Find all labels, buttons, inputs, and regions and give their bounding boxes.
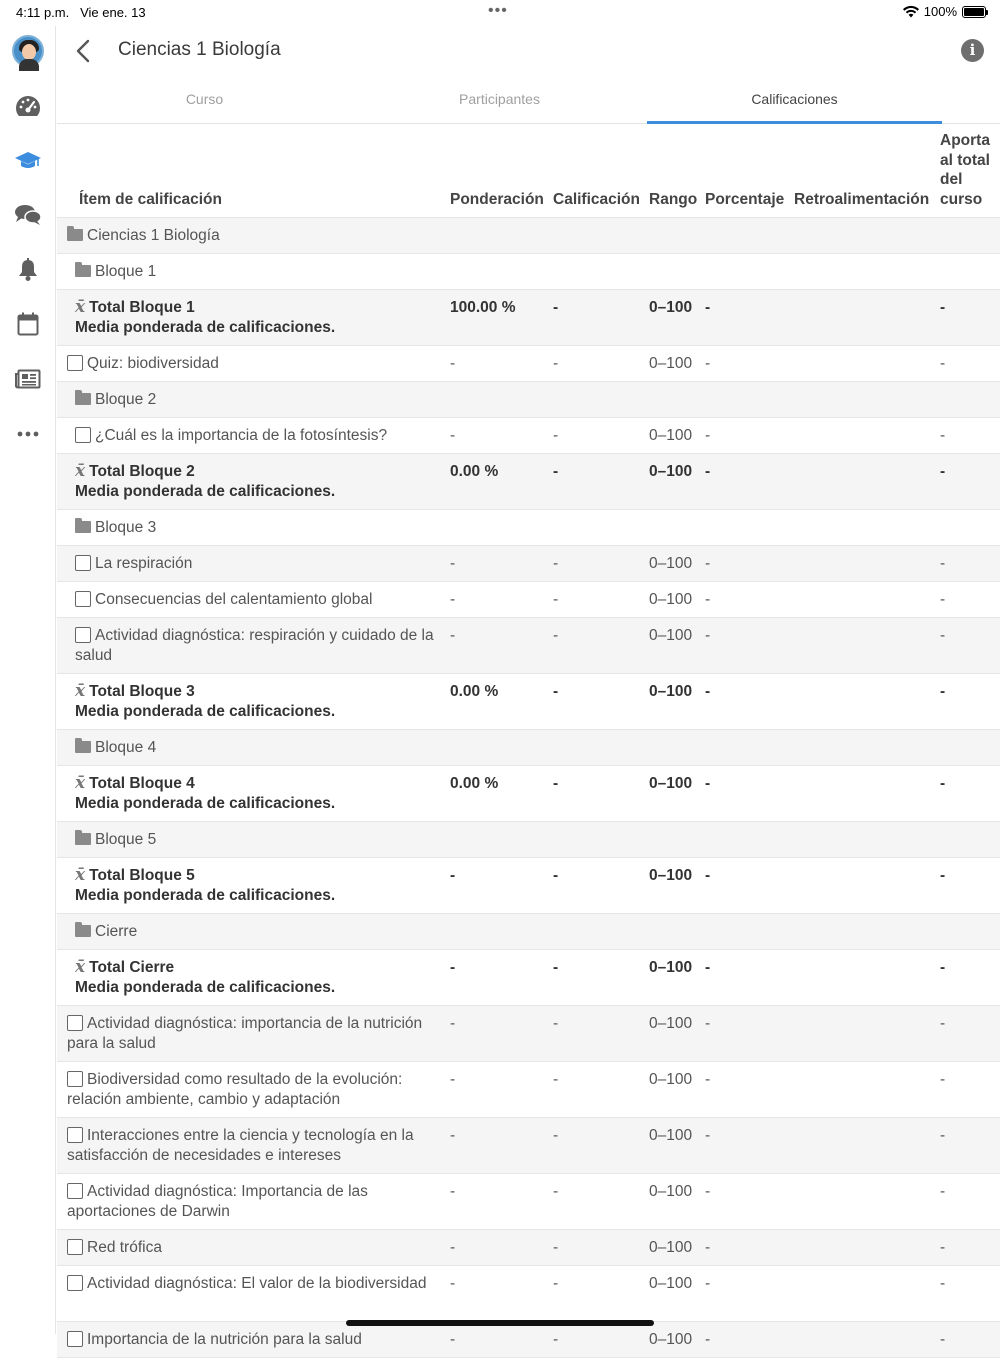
rango-value: 0–100 — [649, 867, 693, 884]
folder-icon — [75, 925, 91, 937]
total-subtitle: Media ponderada de calificaciones. — [75, 702, 336, 720]
grade-item-row[interactable] — [57, 1006, 1000, 1062]
sidebar-item-calendar[interactable] — [0, 304, 56, 344]
grade-item-row[interactable] — [57, 1322, 1000, 1358]
total-subtitle: Media ponderada de calificaciones. — [75, 482, 336, 500]
col-calificacion: Calificación — [553, 190, 640, 208]
tab-participantes[interactable]: Participantes — [459, 91, 540, 107]
total-subtitle: Media ponderada de calificaciones. — [75, 978, 336, 996]
assignment-checkbox-icon — [67, 1275, 83, 1291]
bell-icon — [17, 258, 39, 282]
ponderacion-value: - — [450, 1239, 456, 1256]
total-subtitle: Media ponderada de calificaciones. — [75, 886, 336, 904]
assignment-checkbox-icon — [75, 627, 91, 643]
mean-icon: x̄ — [75, 865, 86, 885]
grade-item-row[interactable] — [57, 1062, 1000, 1118]
aporta-value: - — [940, 1275, 946, 1292]
calendar-icon — [17, 312, 39, 336]
more-dots-icon — [17, 431, 39, 437]
category-row — [57, 822, 1000, 858]
info-icon[interactable]: i — [961, 39, 984, 62]
col-ponderacion: Ponderación — [450, 190, 544, 208]
aporta-value: - — [940, 1183, 946, 1200]
total-title: Total Bloque 1 — [89, 299, 195, 316]
rango-value: 0–100 — [649, 1015, 693, 1032]
category-row — [57, 914, 1000, 950]
calificacion-value: - — [553, 1127, 559, 1144]
grade-item-row[interactable] — [57, 1230, 1000, 1266]
grade-item-name[interactable]: Red trófica — [87, 1239, 162, 1256]
rango-value: 0–100 — [649, 1331, 693, 1348]
mean-icon: x̄ — [75, 461, 86, 481]
category-name: Cierre — [95, 923, 138, 940]
graduation-cap-icon — [14, 149, 42, 171]
tab-calificaciones[interactable]: Calificaciones — [647, 76, 942, 123]
total-title: Total Bloque 2 — [89, 463, 195, 480]
ponderacion-value: - — [450, 591, 456, 608]
ponderacion-value: - — [450, 867, 456, 884]
grade-item-name[interactable]: Actividad diagnóstica: respiración y cuidado de la salud — [75, 627, 434, 664]
mean-icon: x̄ — [75, 957, 86, 977]
aporta-value: - — [940, 1331, 946, 1348]
calificacion-value: - — [553, 1015, 559, 1032]
grade-item-name[interactable]: Biodiversidad como resultado de la evolución: relación ambiente, cambio y adaptación — [67, 1071, 403, 1108]
category-name: Ciencias 1 Biología — [87, 227, 220, 244]
category-row — [57, 730, 1000, 766]
calificacion-value: - — [553, 627, 559, 644]
ponderacion-value: - — [450, 355, 456, 372]
grades-table — [57, 124, 1000, 1358]
aporta-value: - — [940, 427, 946, 444]
table-body — [57, 218, 1000, 1358]
calificacion-value: - — [553, 1331, 559, 1348]
porcentaje-value: - — [705, 683, 711, 700]
porcentaje-value: - — [705, 1127, 711, 1144]
rango-value: 0–100 — [649, 555, 693, 572]
tab-curso[interactable]: Curso — [185, 91, 224, 107]
sidebar-item-dashboard[interactable] — [0, 86, 56, 126]
assignment-checkbox-icon — [67, 1239, 83, 1255]
folder-icon — [75, 521, 91, 533]
ponderacion-value: 0.00 % — [450, 463, 499, 480]
ponderacion-value: - — [450, 555, 456, 572]
category-name: Bloque 3 — [95, 519, 157, 536]
rango-value: 0–100 — [649, 775, 693, 792]
category-total-row — [57, 766, 1000, 822]
grade-item-name[interactable]: Actividad diagnóstica: El valor de la biodiversidad — [87, 1275, 427, 1292]
category-row — [57, 254, 1000, 290]
assignment-checkbox-icon — [75, 427, 91, 443]
calificacion-value: - — [553, 591, 559, 608]
ponderacion-value: - — [450, 1071, 456, 1088]
mean-icon: x̄ — [75, 681, 86, 701]
sidebar-item-courses[interactable] — [0, 140, 56, 180]
grade-item-name[interactable]: La respiración — [95, 555, 193, 572]
calificacion-value: - — [553, 683, 559, 700]
aporta-value: - — [940, 1015, 946, 1032]
calificacion-value: - — [553, 1275, 559, 1292]
grade-item-row[interactable] — [57, 582, 1000, 618]
category-total-row — [57, 858, 1000, 914]
calificacion-value: - — [553, 299, 559, 316]
rango-value: 0–100 — [649, 1239, 693, 1256]
col-retroalimentacion: Retroalimentación — [794, 190, 930, 208]
aporta-value: - — [940, 555, 946, 572]
table-header — [57, 124, 1000, 218]
assignment-checkbox-icon — [67, 1071, 83, 1087]
aporta-value: - — [940, 591, 946, 608]
porcentaje-value: - — [705, 1239, 711, 1256]
grade-item-name[interactable]: Actividad diagnóstica: importancia de la nutrición para la salud — [67, 1015, 423, 1052]
col-porcentaje: Porcentaje — [705, 190, 785, 208]
porcentaje-value: - — [705, 299, 711, 316]
rango-value: 0–100 — [649, 355, 693, 372]
aporta-value: - — [940, 1239, 946, 1256]
battery-percent: 100% — [923, 4, 957, 19]
grade-item-name[interactable]: Quiz: biodiversidad — [87, 355, 219, 372]
ponderacion-value: 0.00 % — [450, 775, 499, 792]
grade-item-row[interactable] — [57, 1266, 1000, 1322]
ponderacion-value: 0.00 % — [450, 683, 499, 700]
ponderacion-value: - — [450, 1127, 456, 1144]
aporta-value: - — [940, 299, 946, 316]
col-rango: Rango — [649, 190, 698, 208]
rango-value: 0–100 — [649, 1183, 693, 1200]
rango-value: 0–100 — [649, 627, 693, 644]
porcentaje-value: - — [705, 959, 711, 976]
grade-item-name[interactable]: Actividad diagnóstica: Importancia de las aportaciones de Darwin — [67, 1183, 368, 1220]
porcentaje-value: - — [705, 591, 711, 608]
category-row — [57, 218, 1000, 254]
wifi-icon — [903, 6, 919, 18]
back-arrow-icon[interactable] — [73, 36, 95, 66]
grade-item-row[interactable] — [57, 1118, 1000, 1174]
tab-bar — [57, 76, 1000, 124]
grade-item-name[interactable]: Consecuencias del calentamiento global — [95, 591, 373, 608]
category-total-row — [57, 950, 1000, 1006]
aporta-value: - — [940, 355, 946, 372]
porcentaje-value: - — [705, 1071, 711, 1088]
calificacion-value: - — [553, 959, 559, 976]
calificacion-value: - — [553, 867, 559, 884]
dashboard-gauge-icon — [15, 95, 41, 117]
col-item: Ítem de calificación — [79, 190, 222, 208]
aporta-value: - — [940, 683, 946, 700]
sidebar-item-notifications[interactable] — [0, 250, 56, 290]
porcentaje-value: - — [705, 627, 711, 644]
aporta-value: - — [940, 463, 946, 480]
ponderacion-value: - — [450, 1275, 456, 1292]
porcentaje-value: - — [705, 355, 711, 372]
porcentaje-value: - — [705, 1275, 711, 1292]
grade-item-name[interactable]: Importancia de la nutrición para la salud — [87, 1331, 362, 1348]
battery-icon — [962, 6, 986, 18]
aporta-value: - — [940, 1127, 946, 1144]
grade-item-row[interactable] — [57, 346, 1000, 382]
rango-value: 0–100 — [649, 463, 693, 480]
grade-item-row[interactable] — [57, 1174, 1000, 1230]
more-icon[interactable] — [0, 414, 56, 454]
ponderacion-value: 100.00 % — [450, 299, 516, 316]
category-total-row — [57, 290, 1000, 346]
porcentaje-value: - — [705, 1183, 711, 1200]
sidebar-item-messages[interactable] — [0, 195, 56, 235]
calificacion-value: - — [553, 355, 559, 372]
grade-item-name[interactable]: ¿Cuál es la importancia de la fotosíntesis? — [95, 427, 388, 444]
status-bar — [0, 0, 1000, 26]
category-name: Bloque 4 — [95, 739, 157, 756]
top-header — [57, 26, 1000, 76]
aporta-value: - — [940, 775, 946, 792]
grade-item-row[interactable] — [57, 618, 1000, 674]
porcentaje-value: - — [705, 555, 711, 572]
assignment-checkbox-icon — [75, 555, 91, 571]
folder-icon — [75, 393, 91, 405]
calificacion-value: - — [553, 1183, 559, 1200]
category-total-row — [57, 674, 1000, 730]
ponderacion-value: - — [450, 627, 456, 644]
rango-value: 0–100 — [649, 591, 693, 608]
rango-value: 0–100 — [649, 683, 693, 700]
folder-icon — [75, 265, 91, 277]
page-title: Ciencias 1 Biología — [118, 39, 281, 60]
total-title: Total Cierre — [89, 959, 175, 976]
rango-value: 0–100 — [649, 1127, 693, 1144]
folder-icon — [75, 833, 91, 845]
calificacion-value: - — [553, 1071, 559, 1088]
sidebar-item-news[interactable] — [0, 359, 56, 399]
grade-item-name[interactable]: Interacciones entre la ciencia y tecnología en la satisfacción de necesidades e intereses — [67, 1127, 414, 1164]
category-row — [57, 382, 1000, 418]
avatar[interactable] — [12, 35, 44, 67]
porcentaje-value: - — [705, 775, 711, 792]
sidebar — [0, 26, 56, 1334]
user-avatar[interactable] — [0, 31, 56, 71]
ponderacion-value: - — [450, 1183, 456, 1200]
category-row — [57, 510, 1000, 546]
folder-icon — [75, 741, 91, 753]
calificacion-value: - — [553, 775, 559, 792]
porcentaje-value: - — [705, 1331, 711, 1348]
multitask-dots-icon[interactable]: ••• — [488, 2, 508, 19]
category-name: Bloque 1 — [95, 263, 157, 280]
newspaper-icon — [15, 369, 41, 389]
total-subtitle: Media ponderada de calificaciones. — [75, 794, 336, 812]
aporta-value: - — [940, 867, 946, 884]
aporta-value: - — [940, 959, 946, 976]
aporta-value: - — [940, 627, 946, 644]
status-time: 4:11 p.m. Vie ene. 13 — [16, 5, 146, 20]
calificacion-value: - — [553, 555, 559, 572]
rango-value: 0–100 — [649, 1275, 693, 1292]
home-indicator[interactable] — [346, 1320, 654, 1326]
rango-value: 0–100 — [649, 1071, 693, 1088]
ponderacion-value: - — [450, 1331, 456, 1348]
ponderacion-value: - — [450, 427, 456, 444]
col-aporta: Aporta al total del curso — [940, 132, 990, 208]
folder-icon — [67, 229, 83, 241]
mean-icon: x̄ — [75, 297, 86, 317]
grade-item-row[interactable] — [57, 418, 1000, 454]
assignment-checkbox-icon — [67, 1015, 83, 1031]
mean-icon: x̄ — [75, 773, 86, 793]
rango-value: 0–100 — [649, 427, 693, 444]
category-name: Bloque 5 — [95, 831, 157, 848]
assignment-checkbox-icon — [67, 1183, 83, 1199]
rango-value: 0–100 — [649, 959, 693, 976]
assignment-checkbox-icon — [67, 355, 83, 371]
total-title: Total Bloque 4 — [89, 775, 195, 792]
grade-item-row[interactable] — [57, 546, 1000, 582]
porcentaje-value: - — [705, 1015, 711, 1032]
assignment-checkbox-icon — [67, 1127, 83, 1143]
total-title: Total Bloque 5 — [89, 867, 195, 884]
total-subtitle: Media ponderada de calificaciones. — [75, 318, 336, 336]
aporta-value: - — [940, 1071, 946, 1088]
calificacion-value: - — [553, 1239, 559, 1256]
category-name: Bloque 2 — [95, 391, 157, 408]
assignment-checkbox-icon — [75, 591, 91, 607]
total-title: Total Bloque 3 — [89, 683, 195, 700]
chat-bubbles-icon — [14, 204, 42, 226]
ponderacion-value: - — [450, 959, 456, 976]
calificacion-value: - — [553, 427, 559, 444]
calificacion-value: - — [553, 463, 559, 480]
ponderacion-value: - — [450, 1015, 456, 1032]
assignment-checkbox-icon — [67, 1331, 83, 1347]
porcentaje-value: - — [705, 463, 711, 480]
porcentaje-value: - — [705, 867, 711, 884]
porcentaje-value: - — [705, 427, 711, 444]
rango-value: 0–100 — [649, 299, 693, 316]
category-total-row — [57, 454, 1000, 510]
